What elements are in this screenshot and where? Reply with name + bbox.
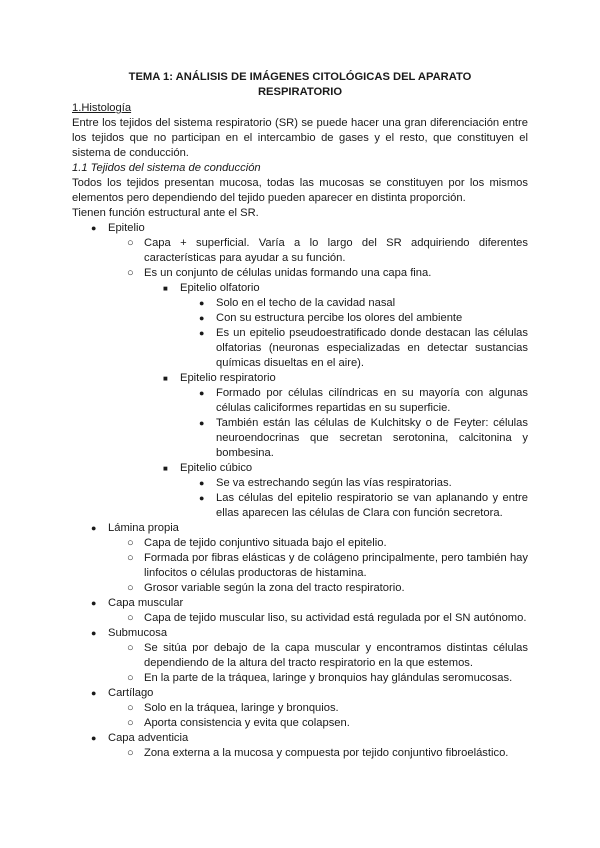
muscular-label: Capa muscular xyxy=(108,597,184,609)
olfatorio-item-1: Solo en el techo de la cavidad nasal xyxy=(216,297,396,309)
epitelio-a-line-1: Capa + superficial. Varía a lo largo del SR adquiriendo diferentes xyxy=(144,237,528,249)
hollow-bullet-icon: ○ xyxy=(127,702,134,714)
mucosa-line-3: Tienen función estructural ante el SR. xyxy=(72,207,259,219)
cubico-label: Epitelio cúbico xyxy=(180,462,253,474)
submucosa-label: Submucosa xyxy=(108,627,168,639)
muscular-item-1: Capa de tejido muscular liso, su actividad está regulada por el SN autónomo. xyxy=(144,612,527,624)
lamina-item-2-line-1: Formada por fibras elásticas y de colágeno principalmente, pero también hay xyxy=(144,552,528,564)
cubico-item-2-line-2: ellas aparecen las células de Clara con función secretora. xyxy=(216,507,503,519)
hollow-bullet-icon: ○ xyxy=(127,267,134,279)
submucosa-item-1-line-1: Se sitúa por debajo de la capa muscular y encontramos distintas células xyxy=(144,642,528,654)
cartilago-label: Cartílago xyxy=(108,687,154,699)
olfatorio-item-3-line-2: olfatorias (neuronas especializadas en detectar sustancias xyxy=(216,342,528,354)
filled-bullet-icon: ● xyxy=(199,328,205,338)
filled-bullet-icon: ● xyxy=(199,298,205,308)
adventicia-item-1: Zona externa a la mucosa y compuesta por tejido conjuntivo fibroelástico. xyxy=(144,747,509,759)
cartilago-item-1: Solo en la tráquea, laringe y bronquios. xyxy=(144,702,339,714)
olfatorio-label: Epitelio olfatorio xyxy=(180,282,260,294)
intro-line-3: sistema de conducción. xyxy=(72,147,189,159)
hollow-bullet-icon: ○ xyxy=(127,672,134,684)
square-bullet-icon: ■ xyxy=(163,284,168,293)
filled-bullet-icon: ● xyxy=(199,493,205,503)
document-title-line-2: RESPIRATORIO xyxy=(257,86,343,98)
mucosa-line-1: Todos los tejidos presentan mucosa, todas las mucosas se constituyen por los mismos xyxy=(72,177,528,189)
subsection-heading: 1.1 Tejidos del sistema de conducción xyxy=(72,162,261,174)
filled-bullet-icon: ● xyxy=(91,223,97,233)
respiratorio-item-2-line-1: También están las células de Kulchitsky o de Feyter: células xyxy=(216,417,528,429)
hollow-bullet-icon: ○ xyxy=(127,747,134,759)
square-bullet-icon: ■ xyxy=(163,464,168,473)
filled-bullet-icon: ● xyxy=(199,313,205,323)
olfatorio-item-3-line-3: químicas disueltas en el aire). xyxy=(216,357,364,369)
intro-line-1: Entre los tejidos del sistema respiratorio (SR) se puede hacer una gran diferenciación entre xyxy=(72,117,528,129)
hollow-bullet-icon: ○ xyxy=(127,582,134,594)
cubico-item-2-line-1: Las células del epitelio respiratorio se van aplanando y entre xyxy=(216,492,528,504)
filled-bullet-icon: ● xyxy=(91,733,97,743)
lamina-label: Lámina propia xyxy=(108,522,179,534)
filled-bullet-icon: ● xyxy=(199,388,205,398)
lamina-item-1: Capa de tejido conjuntivo situada bajo el epitelio. xyxy=(144,537,387,549)
submucosa-item-1-line-2: dependiendo de la altura del tracto respiratorio en la que estemos. xyxy=(144,657,473,669)
hollow-bullet-icon: ○ xyxy=(127,237,134,249)
filled-bullet-icon: ● xyxy=(199,418,205,428)
filled-bullet-icon: ● xyxy=(91,628,97,638)
epitelio-label: Epitelio xyxy=(108,222,145,234)
hollow-bullet-icon: ○ xyxy=(127,642,134,654)
intro-line-2: los tejidos que no participan en el intercambio de gases y el resto, que constituyen el xyxy=(72,132,528,144)
respiratorio-label: Epitelio respiratorio xyxy=(180,372,276,384)
cubico-item-1: Se va estrechando según las vías respiratorias. xyxy=(216,477,452,489)
hollow-bullet-icon: ○ xyxy=(127,552,134,564)
epitelio-a-line-2: características para ayudar a su función. xyxy=(144,252,346,264)
hollow-bullet-icon: ○ xyxy=(127,717,134,729)
hollow-bullet-icon: ○ xyxy=(127,612,134,624)
section-heading: 1.Histología xyxy=(72,102,132,114)
filled-bullet-icon: ● xyxy=(91,598,97,608)
cartilago-item-2: Aporta consistencia y evita que colapsen. xyxy=(144,717,350,729)
hollow-bullet-icon: ○ xyxy=(127,537,134,549)
filled-bullet-icon: ● xyxy=(91,688,97,698)
mucosa-line-2: elementos pero dependiendo del tejido pueden aparecer en distinta proporción. xyxy=(72,192,466,204)
lamina-item-2-line-2: linfocitos o células productoras de histamina. xyxy=(144,567,367,579)
filled-bullet-icon: ● xyxy=(199,478,205,488)
epitelio-b-line: Es un conjunto de células unidas formando una capa fina. xyxy=(144,267,432,279)
respiratorio-item-2-line-2: neuroendocrinas que secretan serotonina, calcitonina y xyxy=(216,432,528,444)
filled-bullet-icon: ● xyxy=(91,523,97,533)
respiratorio-item-1-line-1: Formado por células cilíndricas en su mayoría con algunas xyxy=(216,387,528,399)
respiratorio-item-1-line-2: células caliciformes repartidas en su superficie. xyxy=(216,402,451,414)
square-bullet-icon: ■ xyxy=(163,374,168,383)
olfatorio-item-2: Con su estructura percibe los olores del ambiente xyxy=(216,312,463,324)
lamina-item-3: Grosor variable según la zona del tracto respiratorio. xyxy=(144,582,405,594)
submucosa-item-2: En la parte de la tráquea, laringe y bronquios hay glándulas seromucosas. xyxy=(144,672,513,684)
respiratorio-item-2-line-3: bombesina. xyxy=(216,447,274,459)
adventicia-label: Capa adventicia xyxy=(108,732,189,744)
document-title-line-1: TEMA 1: ANÁLISIS DE IMÁGENES CITOLÓGICAS DEL APARATO xyxy=(128,71,472,83)
olfatorio-item-3-line-1: Es un epitelio pseudoestratificado donde destacan las células xyxy=(216,327,528,339)
